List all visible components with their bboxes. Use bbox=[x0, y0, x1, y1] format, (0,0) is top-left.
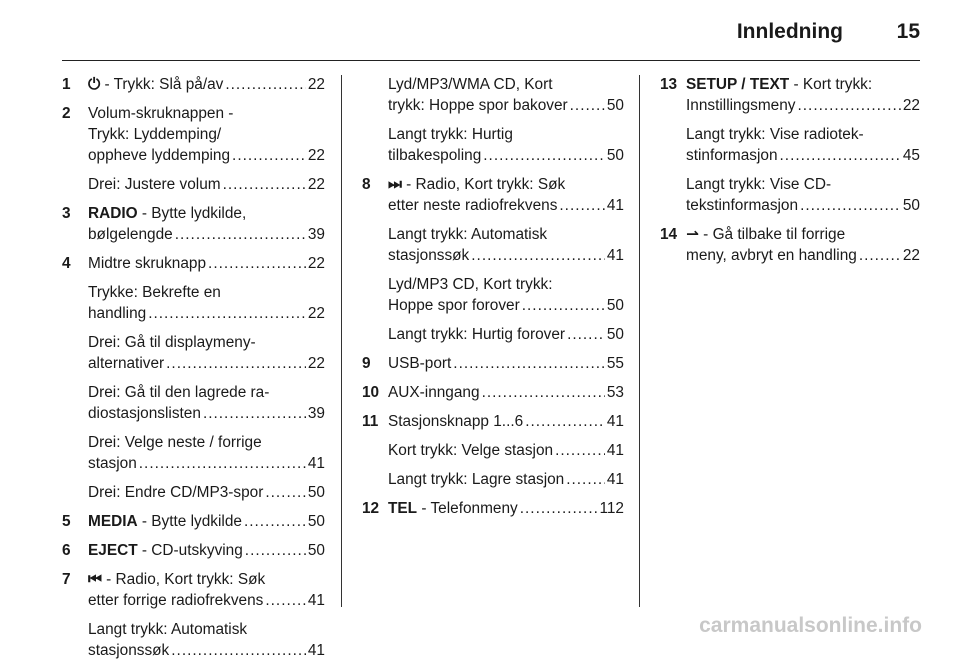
page-reference: 50 bbox=[606, 147, 624, 164]
entry-text: alternativer bbox=[88, 355, 165, 372]
entry-text: - Trykk: Slå på/av bbox=[100, 76, 224, 93]
entry-text: Volum-skruknappen - bbox=[88, 105, 234, 122]
entry-line bbox=[388, 74, 624, 95]
header-rule bbox=[62, 60, 920, 61]
entry-line bbox=[388, 195, 624, 216]
entry-text: Lyd/MP3/WMA CD, Kort bbox=[388, 76, 553, 93]
dot-leader bbox=[522, 295, 605, 316]
entry-text: - Kort trykk: bbox=[789, 76, 873, 93]
entry-text: trykk: Hoppe spor bakover bbox=[388, 97, 568, 114]
entry-line bbox=[88, 590, 325, 611]
page-reference: 50 bbox=[606, 297, 624, 314]
index-entry bbox=[62, 540, 325, 561]
index-entry bbox=[362, 324, 624, 345]
index-entry bbox=[362, 440, 624, 461]
index-entry bbox=[62, 619, 325, 661]
entry-text: Langt trykk: Vise radiotek- bbox=[686, 126, 864, 143]
entry-line bbox=[388, 324, 624, 345]
index-entry bbox=[362, 469, 624, 490]
index-entry bbox=[660, 224, 920, 266]
dot-leader bbox=[139, 453, 306, 474]
page-reference: 50 bbox=[902, 197, 920, 214]
back-arrow-icon: ⇀ bbox=[686, 226, 699, 243]
entry-line bbox=[88, 403, 325, 424]
column-1 bbox=[62, 74, 325, 669]
entry-text: etter forrige radiofrekvens bbox=[88, 592, 264, 609]
entry-line bbox=[88, 432, 325, 453]
entry-text: stinformasjon bbox=[686, 147, 778, 164]
entry-text: Trykk: Lyddemping/ bbox=[88, 126, 222, 143]
entry-line bbox=[88, 482, 325, 503]
dot-leader bbox=[798, 95, 901, 116]
entry-line bbox=[388, 95, 624, 116]
button-keyword: TEL bbox=[388, 500, 418, 517]
page-reference: 53 bbox=[606, 384, 624, 401]
entry-text: Langt trykk: Vise CD- bbox=[686, 176, 832, 193]
index-entry bbox=[362, 274, 624, 316]
page-reference: 45 bbox=[902, 147, 920, 164]
entry-text: stasjonssøk bbox=[88, 642, 170, 659]
index-entry bbox=[62, 332, 325, 374]
index-entry bbox=[362, 224, 624, 266]
entry-line bbox=[388, 174, 624, 195]
entry-line bbox=[686, 74, 920, 95]
entry-line bbox=[88, 103, 325, 124]
entry-text: Drei: Endre CD/MP3-spor bbox=[88, 484, 264, 501]
page-reference: 22 bbox=[307, 76, 325, 93]
entry-line bbox=[388, 382, 624, 403]
dot-leader bbox=[171, 640, 306, 661]
dot-leader bbox=[265, 590, 306, 611]
entry-text: Langt trykk: Hurtig bbox=[388, 126, 513, 143]
dot-leader bbox=[555, 440, 605, 461]
entry-line bbox=[388, 353, 624, 374]
page-reference: 50 bbox=[606, 97, 624, 114]
entry-line bbox=[88, 619, 325, 640]
dot-leader bbox=[225, 74, 306, 95]
entry-number: 10 bbox=[362, 384, 380, 401]
page-number: 15 bbox=[896, 20, 920, 43]
entry-line bbox=[388, 411, 624, 432]
index-entry bbox=[362, 382, 624, 403]
dot-leader bbox=[453, 353, 605, 374]
entry-number: 6 bbox=[62, 542, 71, 559]
entry-line bbox=[88, 282, 325, 303]
page-reference: 50 bbox=[606, 326, 624, 343]
entry-line bbox=[388, 498, 624, 519]
entry-text: Trykke: Bekrefte en bbox=[88, 284, 221, 301]
entry-line bbox=[88, 224, 325, 245]
entry-text: Lyd/MP3 CD, Kort trykk: bbox=[388, 276, 553, 293]
entry-line bbox=[88, 382, 325, 403]
index-entry bbox=[362, 74, 624, 116]
entry-line bbox=[686, 124, 920, 145]
page-reference: 39 bbox=[307, 226, 325, 243]
dot-leader bbox=[482, 382, 605, 403]
page-reference: 41 bbox=[606, 247, 624, 264]
dot-leader bbox=[166, 353, 306, 374]
index-entry bbox=[660, 74, 920, 116]
dot-leader bbox=[566, 469, 605, 490]
dot-leader bbox=[203, 403, 306, 424]
entry-text: - Bytte lydkilde bbox=[137, 513, 242, 530]
index-entry bbox=[362, 174, 624, 216]
page-reference: 41 bbox=[606, 197, 624, 214]
entry-number: 3 bbox=[62, 205, 71, 222]
power-icon: ⏻ bbox=[88, 76, 101, 93]
entry-text: tilbakespoling bbox=[388, 147, 482, 164]
dot-leader bbox=[570, 95, 605, 116]
entry-line bbox=[388, 295, 624, 316]
entry-line bbox=[88, 253, 325, 274]
entry-text: Langt trykk: Hurtig forover bbox=[388, 326, 566, 343]
page-reference: 41 bbox=[606, 413, 624, 430]
index-entry bbox=[62, 382, 325, 424]
entry-line bbox=[88, 332, 325, 353]
page-reference: 50 bbox=[307, 484, 325, 501]
entry-number: 13 bbox=[660, 76, 678, 93]
entry-line bbox=[388, 145, 624, 166]
index-entry bbox=[660, 124, 920, 166]
dot-leader bbox=[208, 253, 306, 274]
entry-line bbox=[686, 174, 920, 195]
entry-text: oppheve lyddemping bbox=[88, 147, 231, 164]
dot-leader bbox=[859, 245, 901, 266]
dot-leader bbox=[232, 145, 306, 166]
page-reference: 22 bbox=[307, 305, 325, 322]
entry-text: - Gå tilbake til forrige bbox=[698, 226, 846, 243]
page-reference: 50 bbox=[307, 513, 325, 530]
index-entry bbox=[62, 203, 325, 245]
entry-line bbox=[88, 353, 325, 374]
button-keyword: MEDIA bbox=[88, 513, 138, 530]
button-keyword: EJECT bbox=[88, 542, 138, 559]
button-keyword: SETUP / TEXT bbox=[686, 76, 790, 93]
page-reference: 41 bbox=[307, 592, 325, 609]
entry-text: etter neste radiofrekvens bbox=[388, 197, 558, 214]
dot-leader bbox=[483, 145, 605, 166]
entry-text: AUX-inngang bbox=[388, 384, 480, 401]
page-reference: 41 bbox=[307, 642, 325, 659]
entry-text: - Radio, Kort trykk: Søk bbox=[401, 176, 566, 193]
entry-line bbox=[88, 203, 325, 224]
entry-text: diostasjonslisten bbox=[88, 405, 201, 422]
entry-number: 14 bbox=[660, 226, 678, 243]
page-reference: 22 bbox=[902, 247, 920, 264]
page-reference: 22 bbox=[902, 97, 920, 114]
entry-line bbox=[686, 195, 920, 216]
entry-number: 1 bbox=[62, 76, 71, 93]
entry-line bbox=[88, 303, 325, 324]
section-title: Innledning bbox=[736, 20, 843, 43]
entry-text: - Bytte lydkilde, bbox=[137, 205, 247, 222]
page-reference: 22 bbox=[307, 255, 325, 272]
index-entry bbox=[362, 124, 624, 166]
column-divider bbox=[341, 75, 342, 607]
index-entry bbox=[62, 432, 325, 474]
index-entry bbox=[62, 569, 325, 611]
entry-line bbox=[388, 124, 624, 145]
entry-number: 12 bbox=[362, 500, 380, 517]
entry-text: - CD-utskyving bbox=[137, 542, 243, 559]
dot-leader bbox=[525, 411, 605, 432]
entry-text: bølgelengde bbox=[88, 226, 173, 243]
index-entry bbox=[62, 74, 325, 95]
dot-leader bbox=[471, 245, 605, 266]
entry-line bbox=[388, 469, 624, 490]
entry-text: Drei: Gå til displaymeny- bbox=[88, 334, 256, 351]
page-reference: 41 bbox=[307, 455, 325, 472]
index-entry bbox=[62, 282, 325, 324]
entry-text: Langt trykk: Lagre stasjon bbox=[388, 471, 565, 488]
column-2 bbox=[362, 74, 624, 527]
page-reference: 41 bbox=[606, 442, 624, 459]
entry-text: Drei: Justere volum bbox=[88, 176, 221, 193]
entry-text: Drei: Gå til den lagrede ra- bbox=[88, 384, 270, 401]
dot-leader bbox=[265, 482, 306, 503]
entry-text: stasjon bbox=[88, 455, 137, 472]
entry-number: 4 bbox=[62, 255, 71, 272]
entry-line bbox=[88, 124, 325, 145]
dot-leader bbox=[520, 498, 598, 519]
index-entry bbox=[62, 482, 325, 503]
dot-leader bbox=[244, 511, 306, 532]
index-entry bbox=[62, 253, 325, 274]
entry-number: 8 bbox=[362, 176, 371, 193]
index-entry bbox=[362, 498, 624, 519]
page-reference: 39 bbox=[307, 405, 325, 422]
entry-line bbox=[88, 569, 325, 590]
entry-line bbox=[388, 274, 624, 295]
page-header bbox=[0, 0, 960, 60]
entry-text: - Telefonmeny bbox=[417, 500, 518, 517]
entry-text: Hoppe spor forover bbox=[388, 297, 520, 314]
page-reference: 50 bbox=[307, 542, 325, 559]
entry-text: meny, avbryt en handling bbox=[686, 247, 857, 264]
entry-line bbox=[88, 511, 325, 532]
entry-number: 9 bbox=[362, 355, 371, 372]
entry-line bbox=[88, 540, 325, 561]
entry-line bbox=[88, 174, 325, 195]
index-entry bbox=[660, 174, 920, 216]
entry-text: tekstinformasjon bbox=[686, 197, 799, 214]
index-entry bbox=[362, 353, 624, 374]
entry-line bbox=[388, 245, 624, 266]
entry-text: Drei: Velge neste / forrige bbox=[88, 434, 262, 451]
entry-line bbox=[686, 245, 920, 266]
entry-line bbox=[88, 74, 325, 95]
dot-leader bbox=[800, 195, 901, 216]
column-3 bbox=[660, 74, 920, 274]
entry-line bbox=[686, 145, 920, 166]
dot-leader bbox=[223, 174, 306, 195]
entry-line bbox=[686, 224, 920, 245]
dot-leader bbox=[175, 224, 306, 245]
skip-back-icon: ⏮ bbox=[88, 571, 102, 588]
index-entry bbox=[62, 511, 325, 532]
page-reference: 22 bbox=[307, 176, 325, 193]
skip-forward-icon: ⏭ bbox=[388, 176, 402, 193]
dot-leader bbox=[780, 145, 901, 166]
entry-line bbox=[388, 224, 624, 245]
entry-line bbox=[88, 145, 325, 166]
index-entry bbox=[62, 103, 325, 166]
entry-text: - Radio, Kort trykk: Søk bbox=[101, 571, 266, 588]
entry-line bbox=[686, 95, 920, 116]
page-reference: 22 bbox=[307, 355, 325, 372]
entry-line bbox=[88, 453, 325, 474]
index-entry bbox=[362, 411, 624, 432]
entry-text: Stasjonsknapp 1...6 bbox=[388, 413, 524, 430]
entry-text: handling bbox=[88, 305, 147, 322]
watermark-text: carmanualsonline.info bbox=[699, 614, 922, 637]
dot-leader bbox=[245, 540, 306, 561]
entry-text: Langt trykk: Automatisk bbox=[88, 621, 248, 638]
page-reference: 55 bbox=[606, 355, 624, 372]
page-reference: 112 bbox=[599, 500, 624, 517]
entry-number: 5 bbox=[62, 513, 71, 530]
column-divider bbox=[639, 75, 640, 607]
dot-leader bbox=[148, 303, 306, 324]
entry-text: Innstillingsmeny bbox=[686, 97, 796, 114]
entry-line bbox=[388, 440, 624, 461]
entry-number: 7 bbox=[62, 571, 71, 588]
page-reference: 22 bbox=[307, 147, 325, 164]
entry-text: Langt trykk: Automatisk bbox=[388, 226, 548, 243]
button-keyword: RADIO bbox=[88, 205, 138, 222]
index-entry bbox=[62, 174, 325, 195]
entry-text: stasjonssøk bbox=[388, 247, 470, 264]
dot-leader bbox=[567, 324, 605, 345]
dot-leader bbox=[559, 195, 604, 216]
entry-text: USB-port bbox=[388, 355, 452, 372]
entry-text: Midtre skruknapp bbox=[88, 255, 207, 272]
entry-number: 2 bbox=[62, 105, 71, 122]
entry-line bbox=[88, 640, 325, 661]
entry-text: Kort trykk: Velge stasjon bbox=[388, 442, 554, 459]
entry-number: 11 bbox=[362, 413, 379, 430]
page-reference: 41 bbox=[606, 471, 624, 488]
